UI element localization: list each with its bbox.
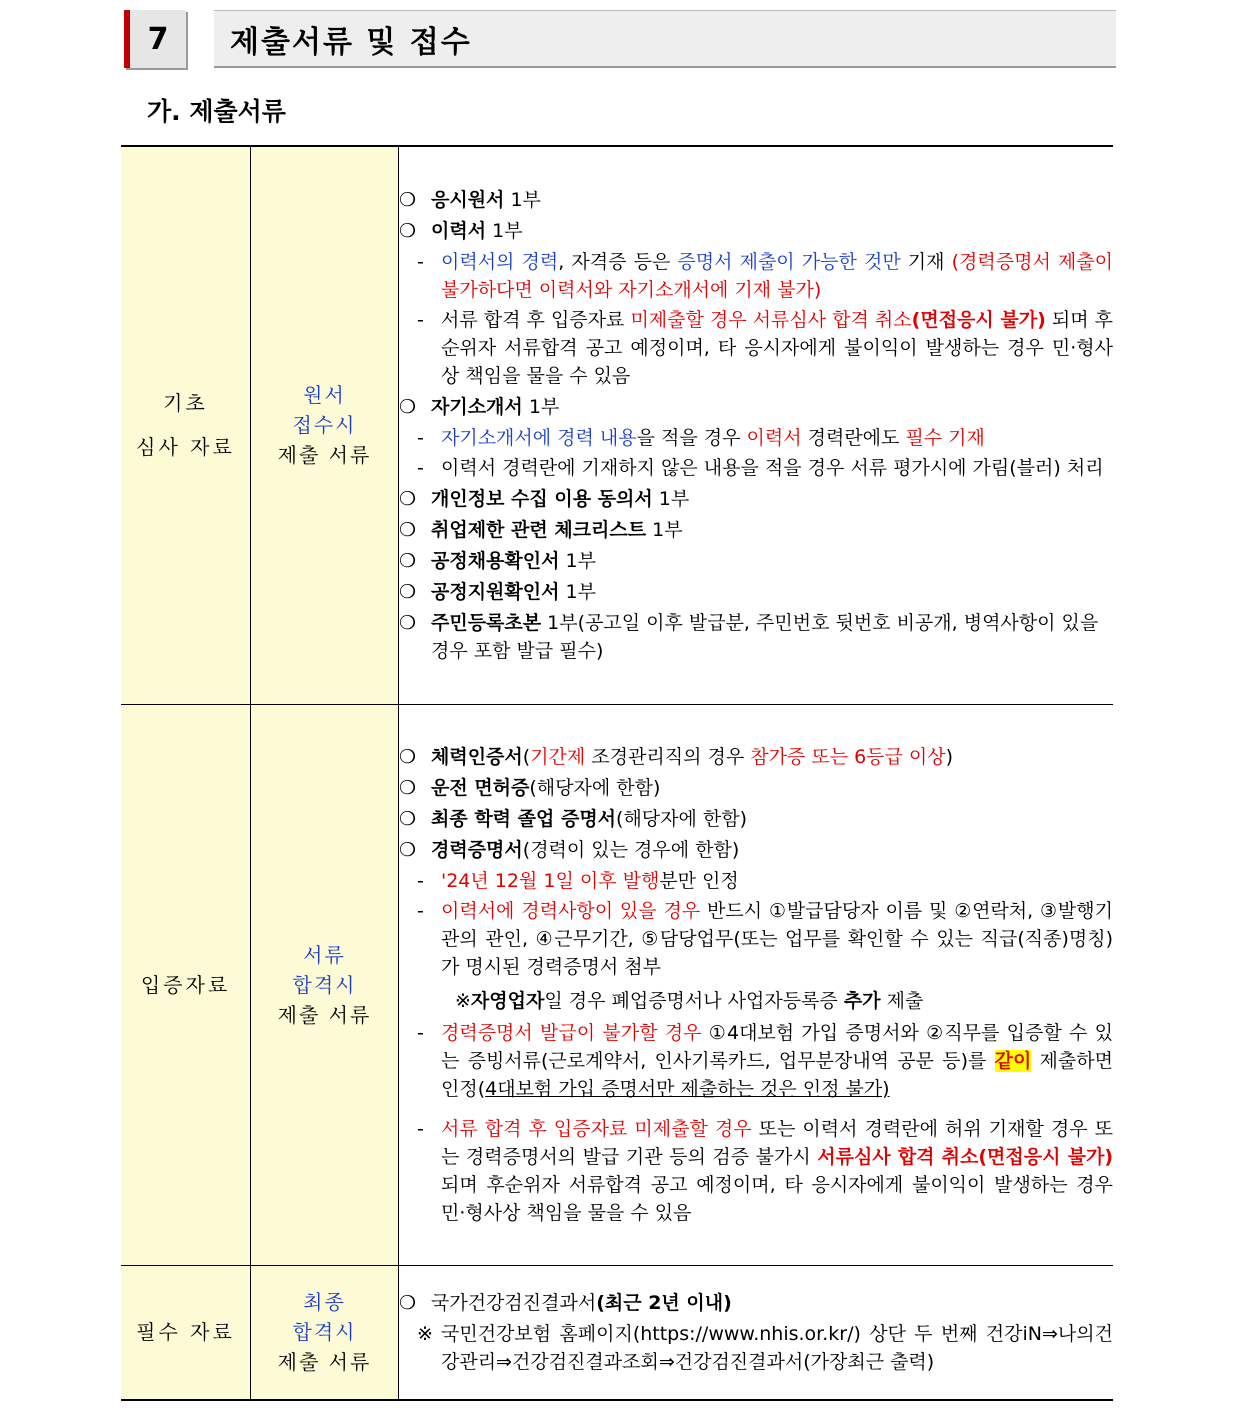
stage-label: 합격시	[292, 972, 357, 997]
category-cell	[121, 704, 251, 1265]
list-item	[399, 217, 1113, 245]
item-text: (경력증명서 제출이 불가하다면 이력서와 자기소개서에 기재 불가)	[441, 250, 1113, 301]
item-text: 일 경우 폐업증명서나 사업자등록증	[544, 990, 844, 1012]
sub-item	[417, 248, 1113, 304]
item-text: 경력란에도	[801, 426, 906, 449]
item-text: 서류심사 합격 취소(면접응시 불가)	[817, 1146, 1114, 1168]
bullet-icon: ❍	[399, 777, 417, 799]
sub-item	[417, 306, 1113, 390]
table-row	[121, 704, 1113, 1265]
item-text: 1부	[486, 219, 523, 242]
list-item	[399, 836, 1113, 864]
section-title: 제출서류 및 접수	[214, 10, 1116, 68]
dash-icon: -	[417, 426, 424, 449]
documents-table	[121, 145, 1113, 1401]
item-text: (해당자에 한함)	[616, 808, 748, 830]
item-title: 개인정보 수집 이용 동의서	[431, 487, 653, 510]
item-text: 추가	[843, 990, 881, 1012]
item-text: 필수 기재	[905, 426, 985, 449]
item-title: 최종 학력 졸업 증명서	[431, 808, 617, 830]
item-title: 자기소개서	[431, 395, 523, 418]
table-row	[121, 1265, 1113, 1400]
stage-label: 원서	[303, 383, 346, 408]
content-cell	[399, 1265, 1114, 1400]
sub-item	[417, 1115, 1113, 1227]
bullet-icon: ❍	[399, 580, 417, 603]
stage-label: 서류	[303, 942, 346, 967]
spacer	[399, 1105, 1113, 1113]
item-text: 1부	[504, 188, 541, 211]
item-text: 이력서	[746, 426, 802, 449]
item-text: 제출	[880, 990, 924, 1012]
highlight-text: 같이	[994, 1050, 1032, 1072]
list-item	[399, 186, 1113, 214]
item-text: 증명서 제출이 가능한 것만	[677, 250, 901, 273]
note-mark: ※	[417, 1323, 433, 1346]
item-text: 기간제	[530, 746, 586, 768]
item-title: 공정지원확인서	[431, 580, 560, 603]
item-title: 체력인증서	[431, 746, 523, 768]
item-text: 1부(공고일 이후 발급분, 주민번호 뒷번호 비공개, 병역사항이 있을 경우 포함 발급 필수)	[431, 611, 1099, 662]
content-cell	[399, 146, 1114, 704]
item-text: , 자격증 등은	[558, 250, 678, 273]
item-text: 경력증명서 발급이 불가할 경우	[441, 1022, 702, 1044]
bullet-icon: ❍	[399, 188, 417, 211]
list-item	[399, 609, 1113, 665]
subsection-title: 가. 제출서류	[147, 97, 286, 126]
bullet-icon: ❍	[399, 549, 417, 572]
stage-cell	[251, 704, 399, 1265]
stage-cell	[251, 1265, 399, 1400]
item-title: 주민등록초본	[431, 611, 542, 634]
category-label: 입증자료	[140, 972, 231, 997]
item-text: 1부	[559, 549, 596, 572]
item-text: 국민건강보험 홈페이지(https://www.nhis.or.kr/) 상단 두 번째 건강iN⇒나의건강관리⇒건강검진결과조회⇒건강검진결과서(가장최근 출력)	[441, 1323, 1113, 1374]
stage-label: 접수시	[292, 413, 357, 438]
sub-item	[417, 1320, 1113, 1376]
category-label: 기초	[163, 391, 208, 416]
note-mark: ※	[455, 990, 471, 1012]
item-text: 기재	[900, 250, 952, 273]
item-text: 이력서 경력란에 기재하지 않은 내용을 적을 경우 서류 평가시에 가림(블러) 처리	[441, 456, 1104, 479]
item-text: 자기소개서에 경력 내용	[441, 426, 637, 449]
stage-label: 최종	[303, 1290, 346, 1315]
list-item	[399, 805, 1113, 833]
item-text: 미제출할 경우 서류심사 합격 취소	[630, 308, 912, 331]
stage-cell	[251, 146, 399, 704]
list-item	[399, 743, 1113, 771]
item-text: '24년 12월 1일 이후 발행	[441, 870, 660, 892]
table-row	[121, 146, 1113, 704]
sub-item	[417, 1019, 1113, 1103]
dash-icon: -	[417, 308, 424, 331]
item-title: 경력증명서	[431, 839, 523, 861]
list-item	[399, 516, 1113, 544]
dash-icon: -	[417, 1118, 424, 1140]
item-text: 이력서에 경력사항이 있을 경우	[441, 900, 701, 922]
category-cell	[121, 1265, 251, 1400]
dash-icon: -	[417, 870, 424, 892]
item-text: (	[522, 746, 531, 768]
item-text: (면접응시 불가)	[911, 308, 1046, 331]
item-text: 이력서의 경력	[441, 250, 559, 273]
bullet-icon: ❍	[399, 611, 417, 634]
stage-label: 합격시	[292, 1320, 357, 1345]
item-text: 반드시 ①발급담당자 이름 및 ②연락처, ③발행기관의 관인, ④근무기간, ⑤담당업무(또는 업무를 확인할 수 있는 직급(직종)명칭)가 명시된 경력증명서 첨부	[441, 900, 1113, 978]
item-text: 되며 후순위자 서류합격 공고 예정이며, 타 응시자에게 불이익이 발생하는 경우 민·형사상 책임을 물을 수 있음	[441, 1174, 1113, 1224]
item-text: 서류 합격 후 입증자료 미제출할 경우	[441, 1118, 752, 1140]
item-text: 을 적을 경우	[636, 426, 747, 449]
bullet-icon: ❍	[399, 839, 417, 861]
item-text: 4대보험 가입 증명서만 제출하는 것은 인정 불가)	[485, 1078, 890, 1100]
item-text: (해당자에 한함)	[529, 777, 661, 799]
sub-item	[417, 867, 1113, 895]
list-item	[399, 393, 1113, 421]
item-title: 응시원서	[431, 188, 505, 211]
item-text: 분만 인정	[659, 870, 739, 892]
list-item	[399, 774, 1113, 802]
item-text: 1부	[522, 395, 560, 418]
sub-item	[417, 454, 1113, 482]
sub-item	[417, 897, 1113, 981]
section-number: 7	[124, 10, 186, 68]
note	[455, 987, 1113, 1015]
bullet-icon: ❍	[399, 746, 417, 768]
list-item	[399, 578, 1113, 606]
item-text: 되며 후순위자 서류합격 공고 예정이며, 타 응시자에게 불이익이 발생하는 경우 민·형사상 책임을 물을 수 있음	[441, 308, 1113, 387]
dash-icon: -	[417, 456, 424, 479]
stage-label: 제출 서류	[277, 1002, 372, 1027]
item-text: )	[945, 746, 954, 768]
item-text: 또는 이력서 경력란에 허위 기재할 경우 또는 경력증명서의 발급 기관 등의 검증 불가시	[441, 1118, 1113, 1168]
item-title: 취업제한 관련 체크리스트	[431, 518, 647, 541]
list-item	[399, 485, 1113, 513]
item-text: 조경관리직의 경우	[585, 746, 751, 768]
dash-icon: -	[417, 250, 424, 273]
item-title: 공정채용확인서	[431, 549, 560, 572]
item-title: 국가건강검진결과서	[431, 1292, 597, 1315]
item-text: 참가증 또는 6등급 이상	[750, 746, 946, 768]
bullet-icon: ❍	[399, 487, 417, 510]
bullet-icon: ❍	[399, 1292, 417, 1315]
bullet-icon: ❍	[399, 518, 417, 541]
sub-item	[417, 424, 1113, 452]
content-cell	[399, 704, 1114, 1265]
bullet-icon: ❍	[399, 395, 417, 418]
bullet-icon: ❍	[399, 808, 417, 830]
item-title: 이력서	[431, 219, 487, 242]
item-text: 1부	[652, 487, 690, 510]
category-label: 필수 자료	[136, 1320, 235, 1345]
stage-label: 제출 서류	[277, 1350, 372, 1375]
item-text: (경력이 있는 경우에 한함)	[522, 839, 740, 861]
list-item	[399, 1289, 1113, 1317]
item-text: 서류 합격 후 입증자료	[441, 308, 631, 331]
item-text: ①4대보험 가입 증명서와 ②직무를 입증할 수 있는 증빙서류(근로계약서, 인사기록카드, 업무분장내역 공문 등)를	[441, 1022, 1113, 1072]
item-text: 1부	[559, 580, 596, 603]
item-text: 자영업자	[470, 990, 545, 1012]
item-text: 1부	[646, 518, 683, 541]
item-title: 운전 면허증	[431, 777, 530, 799]
item-text: 제출하면 인정(	[441, 1050, 1113, 1100]
list-item	[399, 547, 1113, 575]
dash-icon: -	[417, 900, 424, 922]
stage-label: 제출 서류	[277, 443, 372, 468]
category-cell	[121, 146, 251, 704]
dash-icon: -	[417, 1022, 424, 1044]
category-label: 심사 자료	[136, 435, 235, 460]
item-text: (최근 2년 이내)	[596, 1292, 732, 1315]
bullet-icon: ❍	[399, 219, 417, 242]
